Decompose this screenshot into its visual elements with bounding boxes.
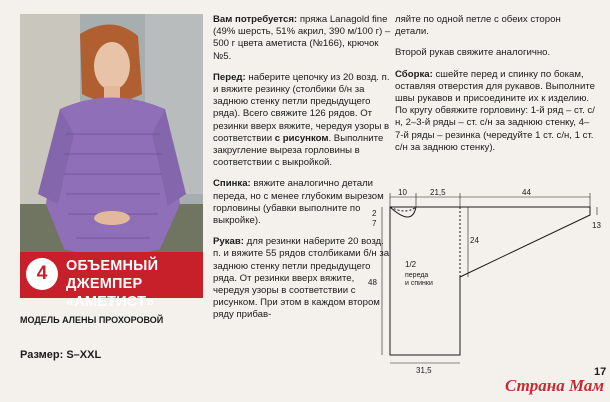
label-parts-1: переда xyxy=(405,272,429,279)
page-number: 17 xyxy=(594,366,607,378)
front-paragraph xyxy=(213,72,391,170)
assembly-text: сшейте перед и спинку по бокам, оставляя отверстия для рукавов. Выполните швы рукавов и присоедините их к изделию. По кругу обвяжите горловину: 1-й ряд – ст. с/н, 2–3-й ряды – ст. с/н за заднюю стенку, 4–7-й ряды – резинка (чередуйте 1 ст. с/н, 1 ст. с/н за заднюю стенку). xyxy=(395,68,595,153)
dim-bottom: 31,5 xyxy=(416,366,432,375)
materials-text: пряжа Lanagold fine (49% шерсть, 51% акрил, 390 м/100 г) – 500 г цвета аметиста (№166), крючок №5. xyxy=(213,14,391,62)
assembly-heading: Сборка: xyxy=(395,68,433,80)
dim-sleeve-width: 13 xyxy=(592,221,601,230)
assembly-paragraph xyxy=(395,69,595,154)
size-range: Размер: S–XXL xyxy=(20,349,102,361)
dim-neck-drop-b: 7 xyxy=(372,219,377,228)
label-half: 1/2 xyxy=(405,260,417,269)
materials-paragraph xyxy=(213,14,391,63)
pattern-schematic xyxy=(360,185,600,375)
sleeve-heading: Рукав: xyxy=(213,236,244,248)
model-credit: МОДЕЛЬ АЛЕНЫ ПРОХОРОВОЙ xyxy=(20,315,164,325)
title-banner xyxy=(20,252,203,310)
instructions-column-2 xyxy=(395,14,595,163)
dim-height: 48 xyxy=(368,278,377,287)
back-heading: Спинка: xyxy=(213,178,251,190)
dim-top-shoulder: 21,5 xyxy=(430,188,446,197)
dim-neck-drop-a: 2 xyxy=(372,209,377,218)
back-text: вяжите аналогично детали переда, но с менее глубоким вырезом горловины (убавки выполните по выкройке). xyxy=(213,178,384,227)
pattern-number-badge: 4 xyxy=(26,258,58,290)
front-text-b: . Выполните закругление выреза горловины в соответствии с выкройкой. xyxy=(213,132,384,169)
front-text-a: наберите цепочку из 20 возд. п. и вяжите резинку (столбики б/н за заднюю стенку петли предыдущего ряда). Всего свяжите 126 рядов. От резинки вверх вяжите, чередуя узоры в соответствии xyxy=(213,71,390,144)
pattern-title: ОБЪЕМНЫЙ ДЖЕМПЕР «АМЕТИСТ» xyxy=(66,258,159,310)
dim-armhole: 24 xyxy=(470,236,479,245)
front-heading: Перед: xyxy=(213,71,246,83)
site-watermark: Страна Мам xyxy=(505,376,605,395)
front-emphasis: с рисунком xyxy=(274,132,329,144)
dim-top-neck: 10 xyxy=(398,188,407,197)
neckline-front xyxy=(390,207,416,217)
label-parts-2: и спинки xyxy=(405,280,433,287)
second-sleeve-paragraph: Второй рукав свяжите аналогично. xyxy=(395,47,551,59)
sleeve-continued: ляйте по одной петле с обеих сторон детали. xyxy=(395,14,561,38)
materials-heading: Вам потребуется: xyxy=(213,14,298,25)
sleeve-text: для резинки наберите 20 возд. п. и вяжите 55 рядов столбиками б/н за заднюю стенку петли предыдущего ряда. От резинки вверх вяжите, чередуя узоры в соответствии с рисунком. При этом в каждом втором ряду прибав- xyxy=(213,236,390,321)
dim-sleeve-length: 44 xyxy=(522,188,531,197)
